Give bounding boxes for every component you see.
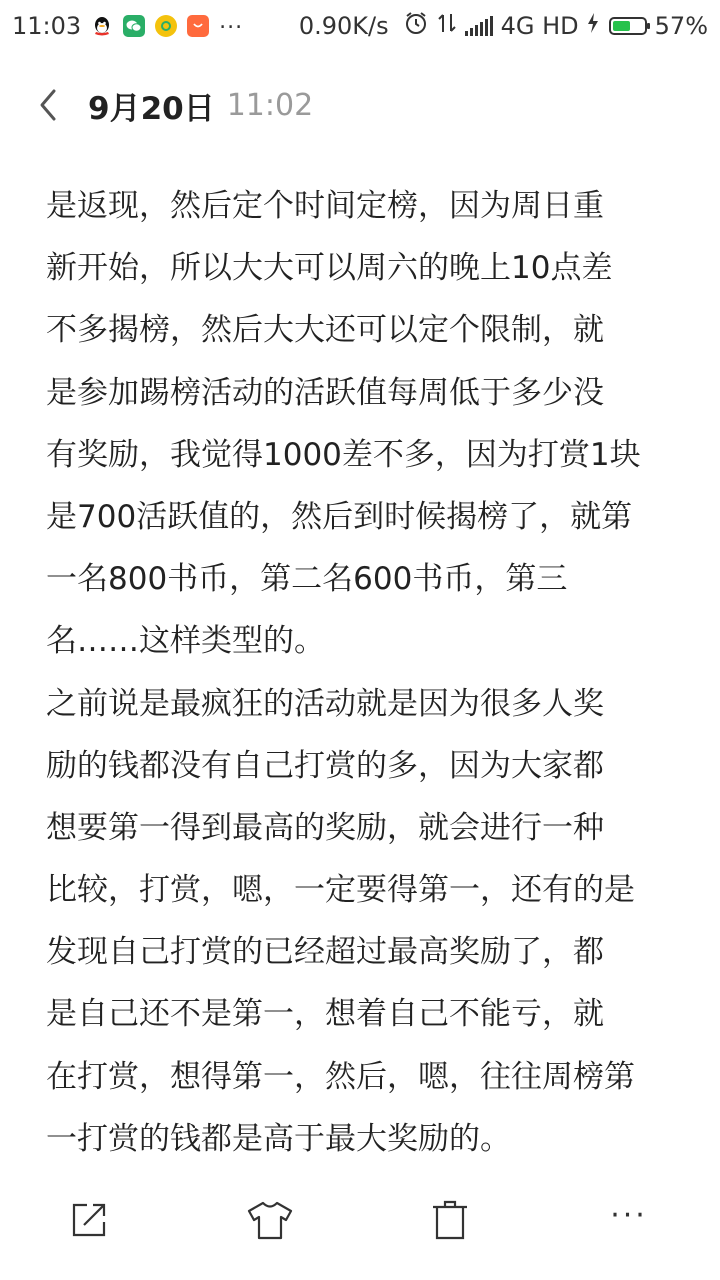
battery-icon — [609, 17, 647, 35]
store-icon — [187, 15, 209, 37]
status-bar — [0, 0, 720, 52]
more-notifications: ... — [219, 9, 244, 34]
battery-level — [613, 21, 630, 31]
status-left — [12, 9, 244, 40]
status-right — [299, 10, 708, 42]
more-icon: ··· — [610, 1197, 648, 1233]
battery-percent: 57% — [654, 12, 708, 40]
wechat-icon — [123, 15, 145, 37]
data-transfer-icon — [437, 11, 457, 41]
note-line: 之前说是最疯狂的活动就是因为很多人奖 — [46, 685, 604, 722]
note-time: 11:02 — [226, 87, 314, 123]
delete-icon — [430, 1199, 470, 1241]
note-line: 一名800书币，第二名600书币，第三 — [46, 561, 568, 598]
note-content[interactable] — [46, 175, 676, 1170]
share-button[interactable] — [59, 1190, 119, 1250]
theme-button[interactable] — [240, 1190, 300, 1250]
note-date: 9月20日 — [88, 90, 215, 127]
note-header — [0, 72, 720, 138]
note-line: 有奖励，我觉得1000差不多，因为打赏1块 — [46, 436, 641, 473]
theme-shirt-icon — [246, 1199, 294, 1241]
chevron-left-icon — [36, 87, 60, 123]
note-line: 不多揭榜，然后大大还可以定个限制，就 — [46, 312, 604, 349]
note-line: 发现自己打赏的已经超过最高奖励了，都 — [46, 934, 604, 971]
share-icon — [69, 1200, 109, 1240]
note-line: 一打赏的钱都是高于最大奖励的。 — [46, 1120, 511, 1157]
status-time: 11:03 — [12, 12, 82, 40]
music-icon — [155, 15, 177, 37]
bottom-toolbar — [0, 1190, 720, 1270]
note-line: 想要第一得到最高的奖励，就会进行一种 — [46, 809, 604, 846]
note-line: 新开始，所以大大可以周六的晚上10点差 — [46, 250, 613, 287]
delete-button[interactable] — [420, 1190, 480, 1250]
back-button[interactable] — [24, 81, 72, 129]
note-line: 是参加踢榜活动的活跃值每周低于多少没 — [46, 374, 604, 411]
more-button[interactable] — [599, 1190, 659, 1250]
note-line: 比较，打赏，嗯，一定要得第一，还有的是 — [46, 872, 635, 909]
note-line: 励的钱都没有自己打赏的多，因为大家都 — [46, 747, 604, 784]
note-line: 在打赏，想得第一，然后，嗯，往往周榜第 — [46, 1058, 635, 1095]
net-speed: 0.90K/s — [298, 12, 389, 40]
charging-icon — [587, 12, 599, 40]
qq-icon — [91, 15, 113, 37]
note-line: 是返现，然后定个时间定榜，因为周日重 — [46, 188, 604, 224]
network-type: 4G HD — [500, 12, 579, 40]
alarm-icon — [403, 10, 429, 42]
note-line: 是700活跃值的，然后到时候揭榜了，就第 — [46, 498, 633, 535]
note-line: 名……这样类型的。 — [46, 623, 325, 660]
note-line: 是自己还不是第一，想着自己不能亏，就 — [46, 996, 604, 1033]
signal-icon — [465, 16, 493, 36]
